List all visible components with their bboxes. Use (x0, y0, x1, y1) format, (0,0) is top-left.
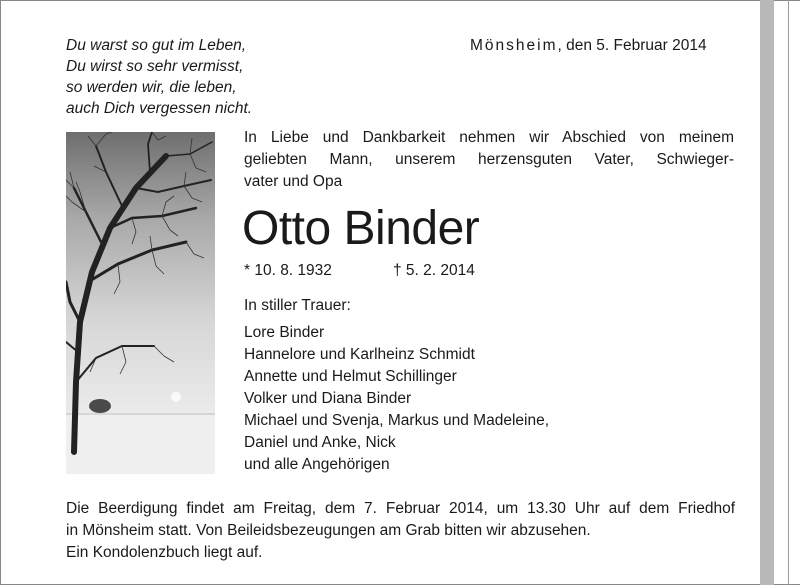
life-dates (244, 260, 475, 282)
intro-line: geliebten Mann, unserem herzensguten Vater, Schwieger- (244, 151, 734, 168)
side-rule (788, 0, 789, 585)
dateline-date: , den 5. Februar 2014 (557, 37, 707, 54)
poem-line: Du warst so gut im Leben, (66, 37, 247, 54)
poem-line: so werden wir, die leben, (66, 79, 237, 96)
death-date: † 5. 2. 2014 (393, 262, 475, 279)
deceased-name: Otto Binder (242, 202, 480, 255)
mourner-name: Lore Binder (244, 324, 325, 341)
funeral-line: Die Beerdigung findet am Freitag, dem 7. Februar 2014, um 13.30 Uhr auf dem Friedhof (66, 500, 735, 517)
mourner-name: Annette und Helmut Schillinger (244, 368, 457, 385)
mourning-title: In stiller Trauer: (244, 297, 351, 314)
mourner-name: Hannelore und Karlheinz Schmidt (244, 346, 475, 363)
dateline (470, 35, 707, 56)
side-bar (760, 0, 774, 585)
birth-date: * 10. 8. 1932 (244, 262, 332, 279)
intro-line: vater und Opa (244, 173, 343, 190)
poem (66, 35, 252, 119)
mourner-list (244, 322, 549, 476)
intro-line: In Liebe und Dankbarkeit nehmen wir Abschied von meinem (244, 129, 734, 146)
mourner-name: Michael und Svenja, Markus und Madeleine, (244, 412, 550, 429)
funeral-info (66, 498, 735, 564)
poem-line: Du wirst so sehr vermisst, (66, 58, 244, 75)
tree-photo (66, 132, 215, 474)
funeral-line: in Mönsheim statt. Von Beileidsbezeugungen am Grab bitten wir abzusehen. (66, 522, 591, 539)
funeral-line: Ein Kondolenzbuch liegt auf. (66, 544, 263, 561)
dateline-place: Mönsheim (470, 37, 558, 54)
mourner-name: und alle Angehörigen (244, 456, 390, 473)
mourner-name: Volker und Diana Binder (244, 390, 412, 407)
mourner-name: Daniel und Anke, Nick (244, 434, 396, 451)
poem-line: auch Dich vergessen nicht. (66, 100, 253, 117)
intro-text (244, 127, 734, 193)
